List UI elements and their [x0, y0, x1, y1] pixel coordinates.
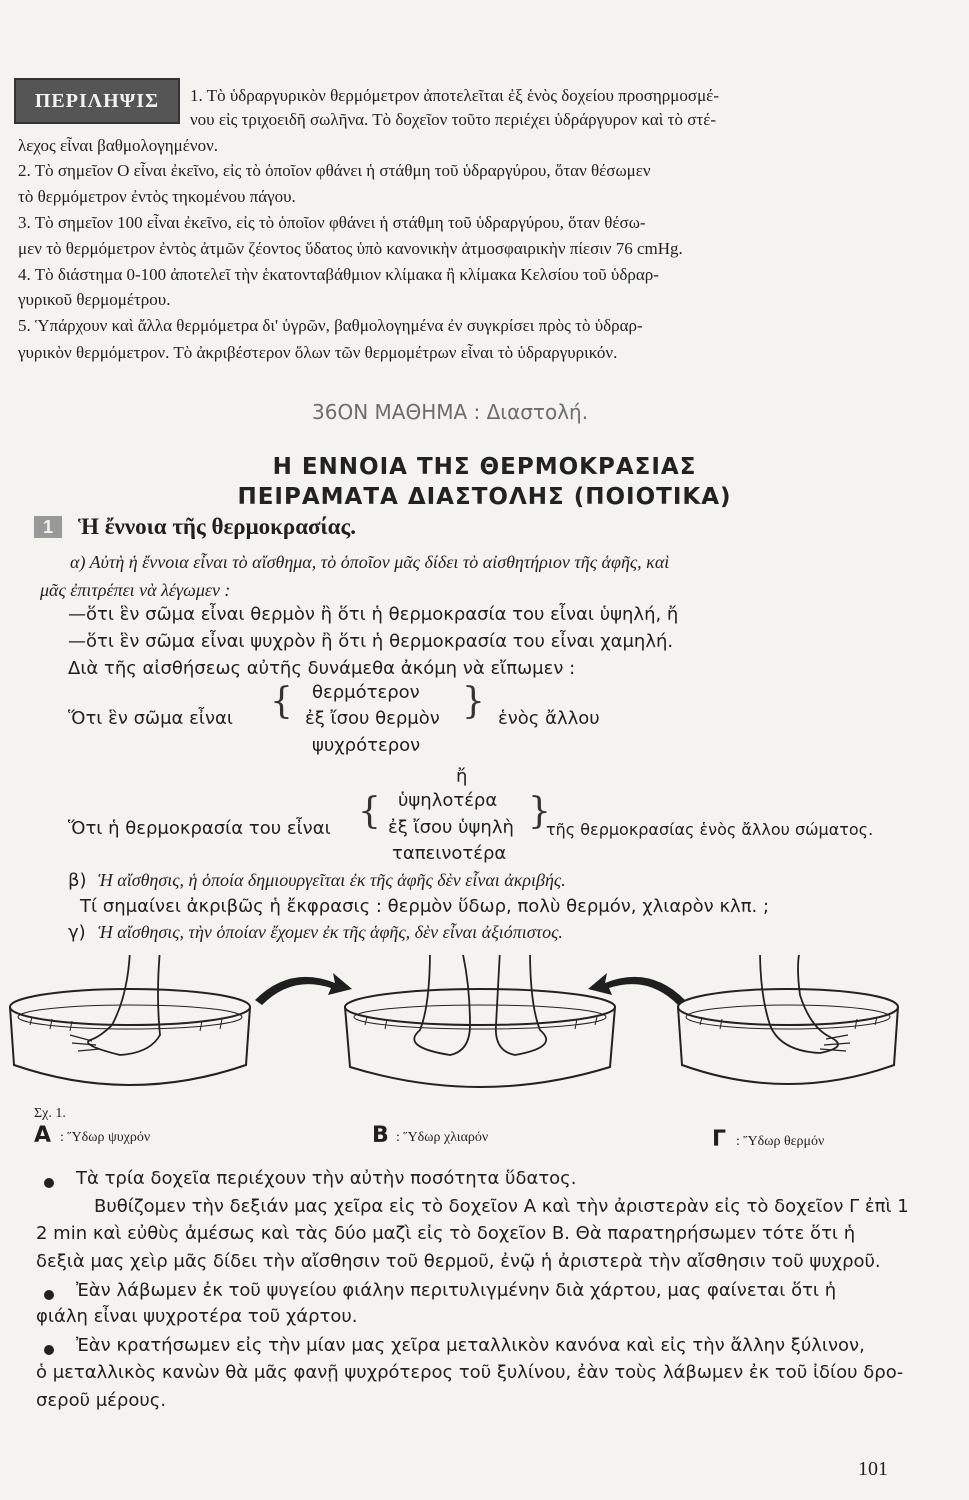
lesson-label: 36ΟΝ ΜΑΘΗΜΑ : Διαστολή.	[312, 400, 589, 424]
comparison-2-prefix: Ὅτι ἡ θερμοκρασία του εἶναι	[68, 818, 331, 839]
question-line: Τί σημαίνει ἀκριβῶς ἡ ἔκφρασις : θερμὸν ὕδωρ, πολὺ θερμόν, χλιαρὸν κλπ. ;	[80, 896, 770, 917]
figure-caption: Σχ. 1.	[34, 1106, 66, 1121]
beta-label: β)	[68, 870, 87, 891]
section-title: Ἡ ἔννοια τῆς θερμοκρασίας.	[78, 514, 356, 539]
summary-line: νου εἰς τριχοειδῆ σωλῆνα. Τὸ δοχεῖον τοῦτο περιέχει ὑδράργυρον καὶ τὸ στέ-	[190, 110, 717, 129]
summary-line: 2. Τὸ σημεῖον Ο εἶναι ἐκεῖνο, εἰς τὸ ὁποῖον φθάνει ἡ στάθμη τοῦ ὑδραργύρου, ὅταν θέσωμεν	[18, 161, 651, 180]
comparison-2-suffix: τῆς θερμοκρασίας ἑνὸς ἄλλου σώματος.	[546, 820, 874, 839]
basin-c	[678, 955, 898, 1084]
paragraph-a-line2: μᾶς ἐπιτρέπει νὰ λέγωμεν :	[40, 580, 231, 600]
dash-line-1: —ὅτι ἓν σῶμα εἶναι θερμὸν ἢ ὅτι ἡ θερμοκρασία του εἶναι ὑψηλή, ἤ	[68, 604, 679, 625]
comparison-1-prefix: Ὅτι ἓν σῶμα εἶναι	[68, 708, 233, 729]
basin-a	[10, 955, 250, 1085]
comparison-1-suffix: ἑνὸς ἄλλου	[498, 708, 600, 729]
left-brace: {	[358, 791, 381, 832]
arrow-left-to-middle	[255, 973, 352, 1005]
summary-line: γυρικοῦ θερμομέτρου.	[18, 290, 171, 309]
after-line: Ἐὰν λάβωμεν ἐκ τοῦ ψυγείου φιάλην περιτυλιγμένην διὰ χάρτου, μας φαίνεται ὅτι ἡ	[76, 1280, 837, 1301]
label-c-text: : Ὕδωρ θερμόν	[736, 1134, 825, 1149]
summary-line: γυρικὸν θερμόμετρον. Τὸ ἀκριβέστερον ὅλων τῶν θερμομέτρων εἶναι τὸ ὑδραργυρικόν.	[18, 343, 618, 362]
gamma-text: Ἡ αἴσθησις, τὴν ὁποίαν ἔχομεν ἐκ τῆς ἁφῆς, δὲν εἶναι ἀξιόπιστος.	[98, 922, 563, 942]
gamma-label: γ)	[68, 922, 86, 943]
page-subtitle: ΠΕΙΡΑΜΑΤΑ ΔΙΑΣΤΟΛΗΣ (ΠΟΙΟΤΙΚΑ)	[237, 484, 732, 510]
label-b-letter: Β	[372, 1123, 389, 1148]
right-brace: }	[462, 681, 485, 722]
label-a-text: : Ὕδωρ ψυχρόν	[60, 1130, 151, 1145]
comparison-2-option: ταπεινοτέρα	[392, 843, 507, 864]
comparison-1-option: θερμότερον	[312, 682, 420, 703]
after-line: Βυθίζομεν τὴν δεξιάν μας χεῖρα εἰς τὸ δοχεῖον Α καὶ τὴν ἀριστερὰν εἰς τὸ δοχεῖον Γ ἐπὶ 1	[94, 1196, 909, 1217]
summary-tag: ΠΕΡΙΛΗΨΙΣ	[14, 78, 180, 124]
or-word: ἤ	[456, 766, 468, 787]
left-brace: {	[270, 681, 293, 722]
label-c-letter: Γ	[712, 1127, 727, 1152]
page-title: Η ΕΝΝΟΙΑ ΤΗΣ ΘΕΡΜΟΚΡΑΣΙΑΣ	[272, 454, 697, 480]
paragraph-a-line1: α) Αὐτὴ ἡ ἔννοια εἶναι τὸ αἴσθημα, τὸ ὁποῖον μᾶς δίδει τὸ αἰσθητήριον τῆς ἁφῆς, καὶ	[70, 552, 670, 572]
dash-line-2: —ὅτι ἓν σῶμα εἶναι ψυχρὸν ἢ ὅτι ἡ θερμοκρασία του εἶναι χαμηλή.	[68, 631, 674, 652]
dia-line: Διὰ τῆς αἰσθήσεως αὐτῆς δυνάμεθα ἀκόμη νὰ εἴπωμεν :	[68, 658, 576, 679]
bullet	[44, 1345, 54, 1355]
after-line: σεροῦ μέρους.	[36, 1390, 167, 1411]
after-line: δεξιὰ μας χεὶρ μᾶς δίδει τὴν αἴσθησιν τοῦ θερμοῦ, ἐνῷ ἡ ἀριστερὰ τὴν αἴσθησιν τοῦ ψυχροῦ.	[36, 1251, 881, 1272]
comparison-2-option: ἐξ ἴσου ὑψηλὴ	[388, 817, 514, 838]
summary-line: λεχος εἶναι βαθμολογημένον.	[18, 136, 218, 155]
summary-line: 3. Τὸ σημεῖον 100 εἶναι ἐκεῖνο, εἰς τὸ ὁποῖον φθάνει ἡ στάθμη τοῦ ὑδραργύρου, ὅταν θέσω-	[18, 213, 646, 232]
basin-b	[345, 955, 615, 1087]
basins-figure	[0, 955, 969, 1135]
right-brace: }	[528, 791, 551, 832]
after-line: 2 min καὶ εὐθὺς ἀμέσως καὶ τὰς δύο μαζὶ εἰς τὸ δοχεῖον Β. Θὰ παρατηρήσωμεν τότε ὅτι ἡ	[36, 1223, 856, 1244]
after-line: φιάλη εἶναι ψυχροτέρα τοῦ χάρτου.	[36, 1306, 358, 1327]
label-b-text: : Ὕδωρ χλιαρόν	[396, 1130, 489, 1145]
after-line: Ἐὰν κρατήσωμεν εἰς τὴν μίαν μας χεῖρα μεταλλικὸν κανόνα καὶ εἰς τὴν ἄλλην ξύλινον,	[76, 1335, 865, 1356]
summary-line: 4. Τὸ διάστημα 0-100 ἀποτελεῖ τὴν ἑκατονταβάθμιον κλίμακα ἢ κλίμακα Κελσίου τοῦ ὑδραρ-	[18, 265, 659, 284]
summary-line: 5. Ὑπάρχουν καὶ ἄλλα θερμόμετρα δι' ὑγρῶν, βαθμολογημένα ἐν συγκρίσει πρὸς τὸ ὑδραρ-	[18, 316, 643, 335]
after-line: ὁ μεταλλικὸς κανὼν θὰ μᾶς φανῇ ψυχρότερος τοῦ ξυλίνου, ἐὰν τοὺς λάβωμεν ἐκ τοῦ ἰδίου δρο-	[36, 1362, 904, 1383]
section-number: 1	[34, 516, 62, 538]
summary-line: μεν τὸ θερμόμετρον ἐντὸς ἀτμῶν ζέοντος ὕδατος ὑπὸ κανονικὴν ἀτμοσφαιρικὴν πίεσιν 76 cmHg.	[18, 239, 683, 258]
label-a-letter: Α	[34, 1123, 52, 1148]
beta-text: Ἡ αἴσθησις, ἡ ὁποία δημιουργεῖται ἐκ τῆς ἁφῆς δὲν εἶναι ἀκριβής.	[98, 870, 566, 890]
comparison-2-option: ὑψηλοτέρα	[398, 790, 498, 811]
comparison-1-option: ἐξ ἴσου θερμὸν	[305, 708, 440, 729]
bullet	[44, 1178, 54, 1188]
comparison-1-option: ψυχρότερον	[312, 735, 421, 756]
after-line: Τὰ τρία δοχεῖα περιέχουν τὴν αὐτὴν ποσότητα ὕδατος.	[76, 1168, 577, 1189]
bullet	[44, 1290, 54, 1300]
summary-line: 1. Τὸ ὑδραργυρικὸν θερμόμετρον ἀποτελεῖται ἐξ ἑνὸς δοχείου προσηρμοσμέ-	[190, 86, 719, 105]
summary-line: τὸ θερμόμετρον ἐντὸς τηκομένου πάγου.	[18, 187, 296, 206]
page-number: 101	[858, 1458, 888, 1480]
